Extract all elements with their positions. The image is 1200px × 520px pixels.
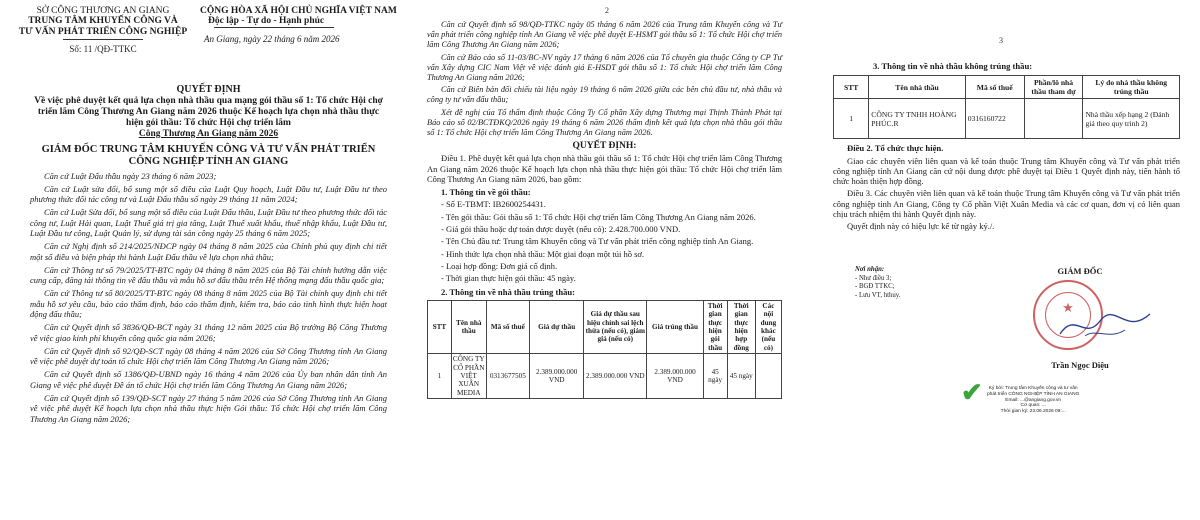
legal-basis-item: Căn cứ Quyết định số 139/QĐ-SCT ngày 27 tháng 5 năm 2026 của Sở Công Thương tỉnh An Giang về việc phê duyệt Kế hoạch lựa chọn nhà thầu thực hiện Gói thầu: Tổ chức Hội chợ triển lãm Công Thương An Giang năm 2026;	[30, 392, 387, 424]
page-number: 3	[999, 36, 1003, 45]
column-header: Phần/lô nhà thầu tham dự	[1024, 76, 1083, 99]
section-losing-bidder: 3. Thông tin về nhà thầu không trúng thầu:	[873, 61, 1033, 71]
document-page-2	[405, 0, 800, 520]
package-info-item: - Tên Chủ đầu tư: Trung tâm Khuyến công và Tư vấn phát triển công nghiệp tỉnh An Giang.	[441, 236, 754, 247]
table-cell: 2.389.000.000 VND	[647, 354, 703, 399]
section-winning-bidder: 2. Thông tin về nhà thầu trúng thầu:	[441, 286, 576, 297]
table-cell: 2.389.000.000 VND	[530, 354, 584, 399]
document-header	[14, 6, 399, 86]
column-header: Tên nhà thầu	[869, 76, 966, 99]
legal-basis-item: Xét đề nghị của Tổ thẩm định thuộc Công Ty Cổ phần Xây dựng Thương mại Thịnh Thành Phát tại Báo cáo số 02/BCTĐKQ/2026 ngày 19 tháng 6 năm 2026 thẩm định kết quả lựa chọn nhà thầu gói thầu số 1: Tổ chức Hội chợ triển lãm Công Thương An Giang năm 2026.	[427, 107, 782, 138]
issuing-authority: GIÁM ĐỐC TRUNG TÂM KHUYẾN CÔNG VÀ TƯ VẤN PHÁT TRIỂN CÔNG NGHIỆP TỈNH AN GIANG	[41, 144, 376, 167]
document-title: QUYẾT ĐỊNH	[176, 84, 241, 95]
column-header: Mã số thuế	[965, 76, 1024, 99]
recipient-item: - Lưu VT, hthuy.	[855, 291, 901, 299]
esig-line: Ký bởi: Trung tâm Khuyến công và tư vấn	[988, 386, 1078, 391]
legal-basis-item: Căn cứ Quyết định số 98/QĐ-TTKC ngày 05 tháng 6 năm 2026 của Trung tâm Khuyến công và Tư vấn phát triển công nghiệp tỉnh An Giang về việc phê duyệt E-HSMT gói thầu số 1: Tổ chức Hội chợ triển lãm Công Thương An Giang năm 2026;	[427, 20, 782, 50]
table-cell: CÔNG TY CỔ PHẦN VIỆT XUÂN MEDIA	[452, 355, 485, 397]
table-row	[428, 354, 782, 399]
legal-basis-item: Căn cứ Thông tư số 80/2025/TT-BTC ngày 08 tháng 8 năm 2025 của Bộ Tài chính quy định chi tiết mẫu hồ sơ yêu cầu, báo cáo thẩm định, báo cáo thẩm định, kiểm tra, báo cáo tình hình thực hiện hoạt động đấu thầu;	[30, 288, 387, 319]
section-package-info: 1. Thông tin về gói thầu:	[441, 187, 531, 198]
column-header: Thời gian thực hiện gói thầu	[703, 300, 727, 353]
subject-line-2: Công Thương An Giang năm 2026	[138, 129, 279, 139]
losing-bidder-table	[833, 75, 1180, 139]
legal-basis-item: Căn cứ Quyết định số 1386/QĐ-UBND ngày 16 tháng 4 năm 2026 của Ủy ban nhân dân tỉnh An Giang về việc phê duyệt Đề án tổ chức Hội chợ triển lãm Công Thương An Giang năm 2026;	[30, 369, 387, 390]
checkmark-icon: ✔	[961, 378, 983, 407]
issuing-organization	[14, 6, 192, 54]
signer-name: Trần Ngọc Diệu	[1051, 360, 1109, 370]
package-info-item: - Tên gói thầu: Gói thầu số 1: Tổ chức Hội chợ triển lãm Công Thương An Giang năm 2026.	[441, 211, 756, 222]
table-cell: 1	[834, 99, 869, 139]
page-3-body	[833, 58, 1180, 232]
motto-underline	[214, 27, 334, 28]
document-subject	[30, 96, 387, 140]
recipients-title: Nơi nhận:	[855, 266, 885, 273]
legal-basis-item: Căn cứ Nghị định số 214/2025/NĐCP ngày 04 tháng 8 năm 2025 của Chính phủ quy định chi tiết một số điều và biện pháp thi hành Luật Đấu thầu về lựa chọn nhà thầu;	[30, 241, 387, 262]
table-cell: 45 ngày	[703, 354, 727, 399]
article-2-heading: Điều 2. Tổ chức thực hiện.	[847, 143, 944, 154]
page-1-body	[30, 84, 387, 424]
package-info-item: - Hình thức lựa chọn nhà thầu: Một giai đoạn một túi hồ sơ.	[441, 248, 645, 259]
page-number: 2	[605, 6, 609, 15]
effective-clause: Quyết định này có hiệu lực kể từ ngày ký./.	[847, 221, 995, 232]
column-header: Các nội dung khác (nếu có)	[755, 300, 781, 353]
package-info-item: - Số E-TBMT: IB2600254431.	[441, 199, 546, 210]
signature-block	[855, 266, 1180, 506]
recipient-item: - BGĐ TTKC;	[855, 283, 895, 291]
org-name-line-1: TRUNG TÂM KHUYẾN CÔNG VÀ	[28, 16, 178, 26]
legal-basis-item: Căn cứ Luật Đấu thầu ngày 23 tháng 6 năm 2023;	[44, 170, 217, 181]
national-header	[200, 6, 400, 44]
table-cell: 1	[428, 354, 452, 399]
recipient-item: - Như điều 3;	[855, 274, 892, 282]
document-page-1	[0, 0, 405, 520]
org-name-line-2: TƯ VẤN PHÁT TRIỂN CÔNG NGHIỆP	[18, 27, 188, 37]
legal-basis-item: Căn cứ Luật Sửa đổi, bổ sung một số điều của Luật Đấu thầu, Luật Đầu tư theo phương thức đối tác công tư, Luật Hải quan, Luật Thuế giá trị gia tăng, Luật Thuế xuất khẩu, thuế nhập khẩu, Luật Đầu tư, Luật Đầu tư công, Luật Quản lý, sử dụng tài sản công ngày 25 tháng 6 năm 2025;	[30, 207, 387, 238]
table-row	[834, 99, 1180, 139]
legal-basis-item: Căn cứ Biên bản đối chiếu tài liệu ngày 19 tháng 6 năm 2026 giữa các bên chủ đầu tư, nhà thầu và công ty tư vấn đấu thầu;	[427, 85, 782, 105]
page-2-body	[427, 18, 782, 399]
esig-line: Cơ quan: ...	[1020, 403, 1046, 409]
table-header-row	[834, 76, 1180, 99]
package-info-item: - Giá gói thầu hoặc dự toán được duyệt (nếu có): 2.428.700.000 VND.	[441, 224, 681, 235]
doc-number: Số: 11 /QĐ-TTKC	[69, 44, 137, 54]
esig-line: Thời gian ký: 23.06.2026 09:...	[1000, 409, 1066, 415]
column-header: Giá dự thầu sau hiệu chỉnh sai lệch thừa (nếu có), giảm giá (nếu có)	[584, 300, 647, 353]
article-1: Điều 1. Phê duyệt kết quả lựa chọn nhà thầu gói thầu số 1: Tổ chức Hội chợ triển lãm Công Thương An Giang năm 2026 thuộc Kế hoạch lựa chọn nhà thầu thực hiện gói thầu: Tổ chức Hội chợ triển lãm Công Thương An Giang năm 2026, bao gồm:	[427, 153, 782, 184]
column-header: Tên nhà thầu	[451, 300, 486, 353]
subject-line-1: Về việc phê duyệt kết quả lựa chọn nhà thầu qua mạng gói thầu số 1: Tổ chức Hội chợ triển lãm Công Thương An Giang năm 2026 thuộc Kế hoạch lựa chọn nhà thầu thực hiện gói thầu: Tổ chức Hội chợ triển lãm	[34, 96, 383, 128]
table-cell: 0316160722	[965, 99, 1024, 139]
legal-basis-item: Căn cứ Báo cáo số 11-03/BC-NV ngày 17 tháng 6 năm 2026 của Tổ chuyên gia thuộc Công ty CP Tư vấn Xây dựng CIC Nam Việt về việc đánh giá E-HSDT gói thầu số 1: Tổ chức Hội chợ triển lãm Công Thương An Giang năm 2026;	[427, 52, 782, 83]
column-header: Lý do nhà thầu không trúng thầu	[1083, 76, 1180, 99]
seal-star-icon: ★	[1062, 300, 1074, 315]
table-cell: Nhà thầu xếp hạng 2 (Đánh giá theo quy trình 2)	[1083, 99, 1180, 139]
table-cell: CÔNG TY TNHH HOÀNG PHÚC.R	[869, 99, 966, 139]
table-header-row	[428, 300, 782, 353]
table-cell	[1024, 99, 1083, 139]
column-header: Giá trúng thầu	[647, 300, 703, 353]
esig-line: Email: ...@angiang.gov.vn	[1005, 397, 1062, 403]
column-header: STT	[834, 76, 869, 99]
package-info-item: - Loại hợp đồng: Đơn giá cố định.	[441, 260, 558, 271]
org-parent: SỞ CÔNG THƯƠNG AN GIANG	[36, 6, 170, 16]
org-underline	[63, 39, 143, 40]
legal-basis-item: Căn cứ Quyết định số 92/QĐ-SCT ngày 08 tháng 4 năm 2026 của Sở Công Thương tỉnh An Giang về việc phê duyệt dự toán tổ chức Hội chợ triển lãm Công Thương An Giang năm 2026;	[30, 345, 387, 366]
column-header: Giá dự thầu	[530, 300, 584, 353]
winning-bidder-table	[427, 300, 782, 399]
legal-basis-item: Căn cứ Quyết định số 3836/QĐ-BCT ngày 31 tháng 12 năm 2025 của Bộ trưởng Bộ Công Thương về việc giao kinh phí khuyến công quốc gia năm 2026;	[30, 322, 387, 343]
esig-line: phát triển CÔNG NGHIỆP TỈNH AN GIANG	[987, 391, 1080, 397]
table-cell: 45 ngày	[727, 354, 755, 399]
article-2-text: Giao các chuyên viên liên quan và kế toán thuộc Trung tâm Khuyến công và Tư vấn phát triển công nghiệp tỉnh An Giang căn cứ nội dung được phê duyệt tại Điều 1 Quyết định này, tiến hành tổ chức hoàn thiện hợp đồng.	[833, 155, 1180, 187]
legal-basis-list	[30, 171, 387, 425]
digital-signature-info	[987, 386, 1079, 415]
issue-date: An Giang, ngày 22 tháng 6 năm 2026	[204, 34, 340, 44]
nation-name: CỘNG HÒA XÃ HỘI CHỦ NGHĨA VIỆT NAM	[200, 6, 397, 16]
signer	[961, 266, 1165, 415]
legal-basis-item: Căn cứ Thông tư số 79/2025/TT-BTC ngày 04 tháng 8 năm 2025 của Bộ Tài chính hướng dẫn việc cung cấp, đăng tải thông tin về đấu thầu và mẫu hồ sơ đấu thầu trên Hệ thống mạng đấu thầu quốc gia;	[30, 264, 387, 285]
decision-heading: QUYẾT ĐỊNH:	[572, 141, 637, 152]
table-cell: 2.389.000.000 VND	[584, 354, 647, 399]
signer-title: GIÁM ĐỐC	[1057, 266, 1103, 276]
column-header: STT	[428, 300, 452, 353]
handwritten-signature	[1055, 306, 1155, 346]
column-header: Mã số thuế	[486, 300, 529, 353]
article-3: Điều 3. Các chuyên viên liên quan và kế toán thuộc Trung tâm Khuyến công và Tư vấn phát triển công nghiệp tỉnh An Giang, Công ty Cổ phần Việt Xuân Media và các cơ quan, đơn vị có liên quan chịu trách nhiệm thi hành Quyết định này.	[833, 188, 1180, 220]
table-cell: 0313677505	[486, 354, 529, 399]
document-page-3	[805, 0, 1200, 520]
package-info-item: - Thời gian thực hiện gói thầu: 45 ngày.	[441, 273, 576, 284]
column-header: Thời gian thực hiện hợp đồng	[727, 300, 755, 353]
legal-basis-item: Căn cứ Luật sửa đổi, bổ sung một số điều của Luật Quy hoạch, Luật Đầu tư, Luật Đầu tư theo phương thức đối tác công tư và Luật Đấu thầu số ngày 29 tháng 11 năm 2024;	[30, 183, 387, 204]
table-cell	[755, 354, 781, 399]
recipients	[855, 266, 995, 300]
national-motto: Độc lập - Tự do - Hạnh phúc	[208, 16, 325, 26]
